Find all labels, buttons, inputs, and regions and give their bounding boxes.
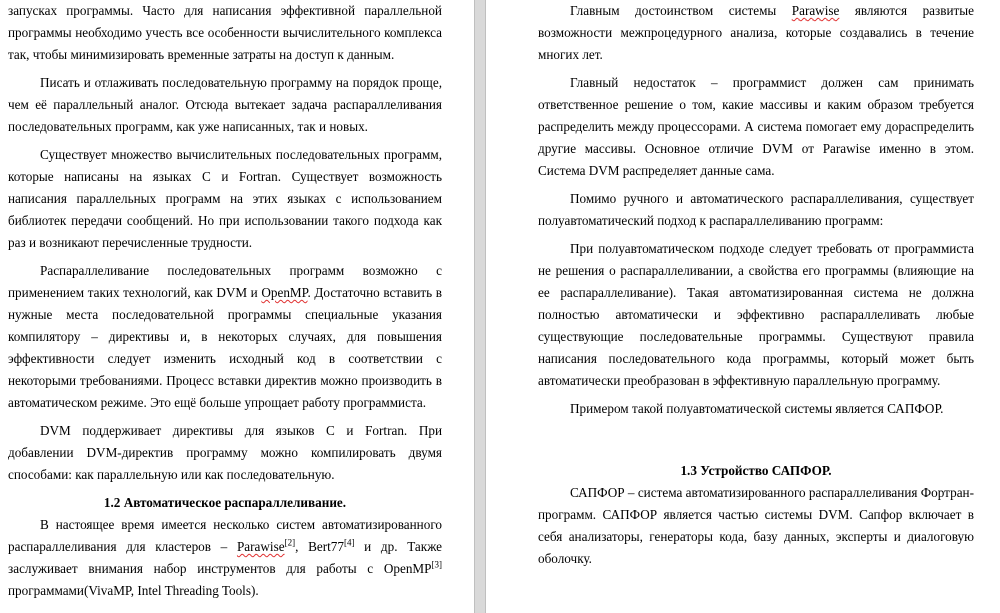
right-page-text (538, 0, 974, 576)
paragraph: запусках программы. Часто для написания эффективной параллельной программы необходимо учесть все особенности вычислительного комплекса так, чтобы минимизировать временные затраты на доступ к данным. (8, 3, 442, 62)
text-run: . Достаточно вставить в нужные места последовательной программы специальные указания компилятору – директивы и, в некоторых случаях, для повышения эффективности следует изменить исходный код в соответствии с некоторыми требованиями. Процесс вставки директив можно производить в автоматическом режиме. Это ещё больше упрощает работу программиста. (8, 285, 442, 410)
paragraph: Писать и отлаживать последовательную программу на порядок проще, чем её параллельный аналог. Отсюда вытекает задача распараллеливания последовательных программ, как уже написанных, так и новых. (8, 75, 442, 134)
right-page (486, 0, 1000, 613)
paragraph (8, 260, 442, 414)
paragraph (8, 514, 442, 602)
text-run: и др. Также заслуживает внимания набор инструментов для работы с OpenMP (8, 539, 442, 576)
text-run: Распараллеливание последовательных программ возможно с применением таких технологий, как DVM и (8, 263, 442, 300)
paragraph (538, 0, 974, 66)
citation: [4] (343, 537, 355, 548)
page-separator (474, 0, 486, 613)
spellcheck-word[interactable]: OpenMP (261, 285, 308, 300)
paragraph: Главный недостаток – программист должен сам принимать ответственное решение о том, какие массивы и каким образом требуется распределить между процессорами. А система помогает ему дораспределить другие массивы. Основное отличие DVM от Parawise именно в этом. Система DVM распределяет данные сама. (538, 75, 974, 178)
citation: [2] (284, 537, 296, 548)
paragraph: Помимо ручного и автоматического распараллеливания, существует полуавтоматический подход к распараллеливанию программ: (538, 191, 974, 228)
spacer (538, 426, 974, 460)
section-heading: 1.3 Устройство САПФОР. (680, 463, 832, 478)
text-run: программами(VivaMP, Intel Threading Tools). (8, 583, 259, 598)
text-run: являются развитые возможности межпроцедурного анализа, которые создавались в течение многих лет. (538, 3, 974, 62)
left-page (0, 0, 474, 613)
text-run: В настоящее время имеется несколько систем автоматизированного распараллеливания для кластеров – (8, 517, 442, 554)
spellcheck-word[interactable]: Parawise (236, 539, 285, 554)
paragraph: Примером такой полуавтоматической системы является САПФОР. (570, 401, 944, 416)
paragraph: САПФОР – система автоматизированного распараллеливания Фортран-программ. САПФОР является частью системы DVM. Сапфор включает в себя анализаторы, генераторы кода, базу данных, эксперты и диалоговую оболочку. (538, 485, 974, 566)
paragraph: DVM поддерживает директивы для языков C и Fortran. При добавлении DVM-директив программу можно компилировать двумя способами: как параллельную или как последовательную. (8, 423, 442, 482)
text-run: Главным достоинством системы (570, 3, 792, 18)
section-heading: 1.2 Автоматическое распараллеливание. (103, 495, 347, 510)
text-run: , Bert77 (295, 539, 344, 554)
spellcheck-word[interactable]: Parawise (791, 3, 840, 18)
paragraph: При полуавтоматическом подходе следует требовать от программиста не решения о распараллеливании, а свойства его программы (влияющие на ее распараллеливание). Такая автоматизированная система не должна полностью автоматически и эффективно распараллеливать любые существующие последовательные программы. Существуют правила написания последовательного кода программы, который может быть автоматически преобразован в эффективную параллельную программу. (538, 241, 974, 388)
citation: [3] (431, 559, 442, 570)
left-page-text (8, 0, 442, 608)
paragraph: Существует множество вычислительных последовательных программ, которые написаны на языках C и Fortran. Существует возможность написания параллельных программ на этих языках с использованием библиотек передачи сообщений. Но при использовании такого подхода как раз и возникают перечисленные трудности. (8, 147, 442, 250)
